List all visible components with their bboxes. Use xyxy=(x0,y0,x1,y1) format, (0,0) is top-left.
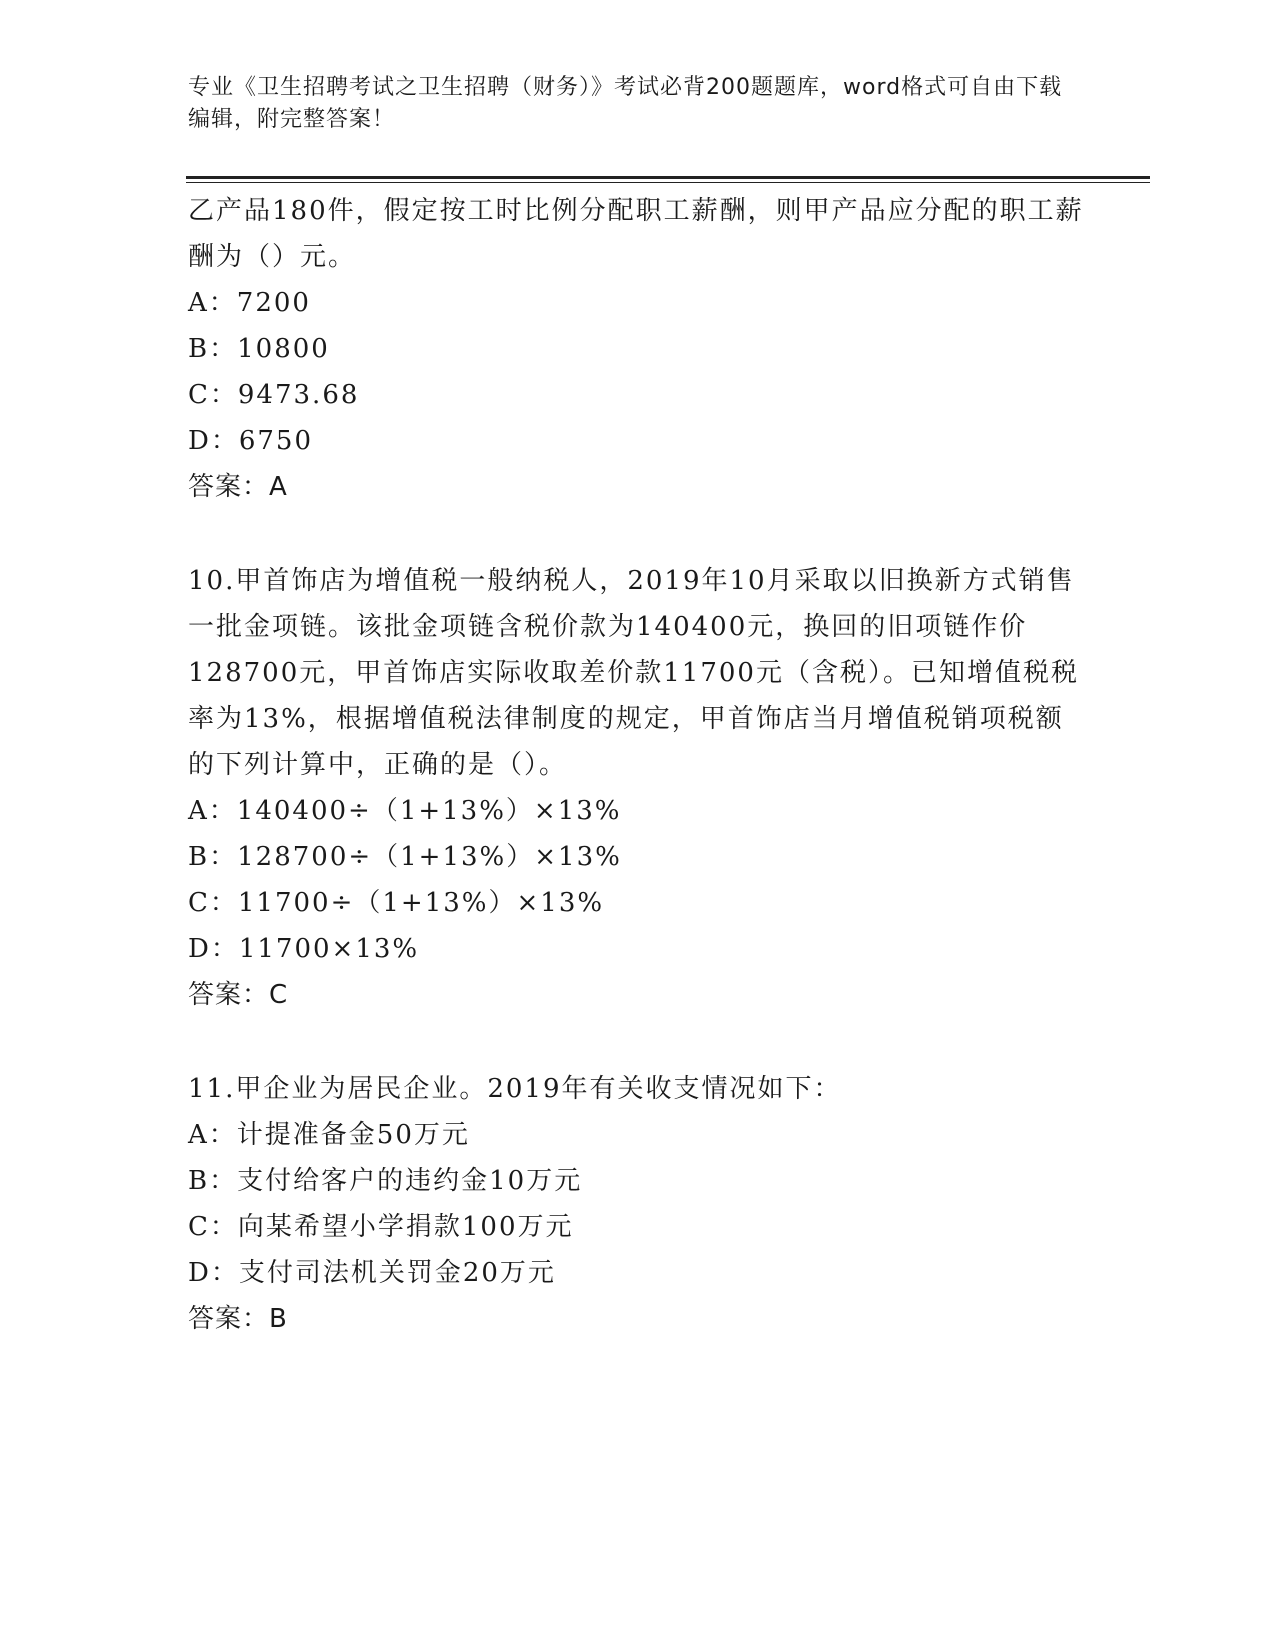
answer-line: 答案：A xyxy=(188,472,288,502)
document-body xyxy=(188,188,1088,1342)
option-d: D：11700×13% xyxy=(188,934,420,964)
option-b: B：10800 xyxy=(188,334,330,364)
answer-line: 答案：B xyxy=(188,1304,288,1334)
option-b: B：支付给客户的违约金10万元 xyxy=(188,1166,583,1196)
option-c: C：向某希望小学捐款100万元 xyxy=(188,1212,574,1242)
option-c: C：9473.68 xyxy=(188,380,360,410)
option-a: A：计提准备金50万元 xyxy=(188,1120,470,1150)
option-a: A：7200 xyxy=(188,288,311,318)
option-d: D：6750 xyxy=(188,426,314,456)
answer-line: 答案：C xyxy=(188,980,289,1010)
option-b: B：128700÷（1+13%）×13% xyxy=(188,842,622,872)
option-d: D：支付司法机关罚金20万元 xyxy=(188,1258,556,1288)
question-block xyxy=(188,188,1088,510)
header-divider-thick xyxy=(186,176,1150,179)
option-a: A：140400÷（1+13%）×13% xyxy=(188,796,622,826)
option-c: C：11700÷（1+13%）×13% xyxy=(188,888,605,918)
header-divider-thin xyxy=(186,182,1150,183)
document-header: 专业《卫生招聘考试之卫生招聘（财务）》考试必背200题题库，word格式可自由下载编辑，附完整答案！ xyxy=(188,75,1063,132)
question-block xyxy=(188,558,1088,1018)
question-block xyxy=(188,1066,1088,1342)
question-text: 11.甲企业为居民企业。2019年有关收支情况如下： xyxy=(188,1074,842,1104)
question-text: 乙产品180件，假定按工时比例分配职工薪酬，则甲产品应分配的职工薪酬为（）元。 xyxy=(188,196,1084,272)
question-text: 10.甲首饰店为增值税一般纳税人，2019年10月采取以旧换新方式销售一批金项链。该批金项链含税价款为140400元，换回的旧项链作价128700元，甲首饰店实际收取差价款11700元（含税）。已知增值税税率为13%，根据增值税法律制度的规定，甲首饰店当月增值税销项税额的下列计算中，正确的是（）。 xyxy=(188,566,1079,780)
